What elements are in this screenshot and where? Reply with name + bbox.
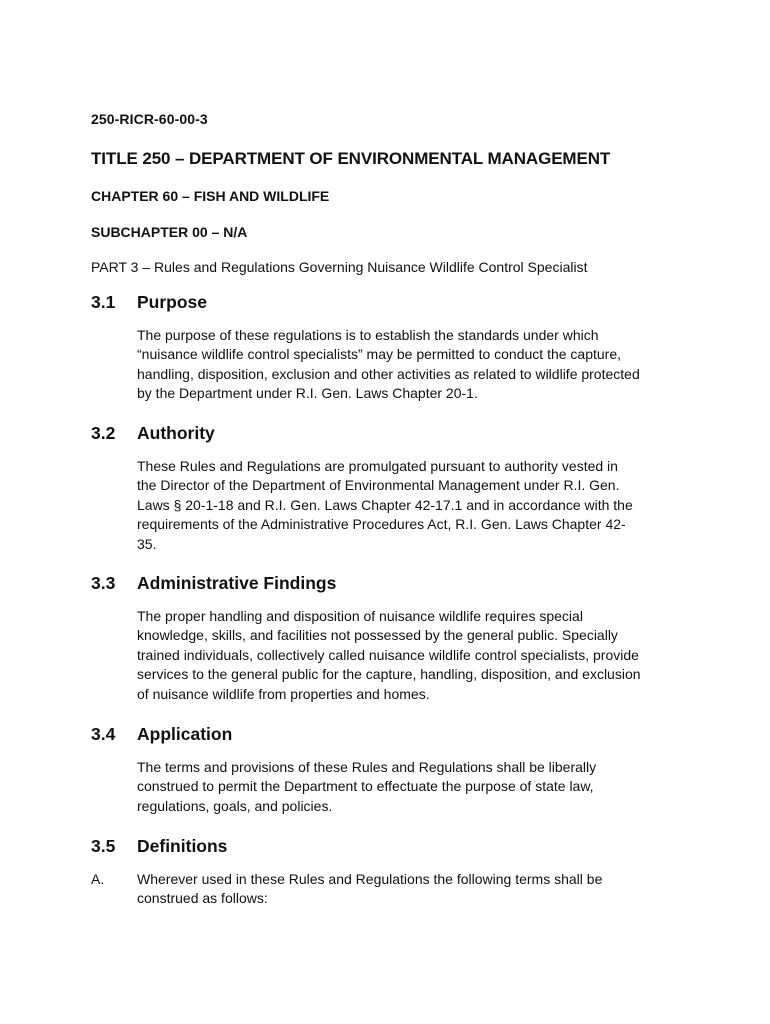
- paragraph-line: The purpose of these regulations is to establish the standards under which: [137, 327, 599, 343]
- section-number: 3.4: [91, 724, 116, 744]
- section-heading: [91, 836, 691, 857]
- section-title: Purpose: [137, 292, 208, 312]
- section-paragraph: [137, 758, 689, 816]
- paragraph-line: handling, disposition, exclusion and other activities as related to wildlife protected: [137, 365, 640, 382]
- paragraph-line: Wherever used in these Rules and Regulations the following terms shall be: [137, 871, 603, 887]
- paragraph-line: These Rules and Regulations are promulgated pursuant to authority vested in: [137, 458, 618, 474]
- paragraph-line: The proper handling and disposition of nuisance wildlife requires special: [137, 608, 583, 624]
- list-letter: A.: [91, 871, 105, 887]
- section-heading: [91, 292, 691, 313]
- paragraph-line: “nuisance wildlife control specialists” may be permitted to conduct the capture,: [137, 346, 622, 363]
- paragraph-line: requirements of the Administrative Procedures Act, R.I. Gen. Laws Chapter 42-: [137, 516, 626, 533]
- section-number: 3.2: [91, 423, 116, 443]
- section-authority: [91, 423, 691, 554]
- paragraph-line: Laws § 20-1-18 and R.I. Gen. Laws Chapter 42-17.1 and in accordance with the: [137, 496, 633, 513]
- section-heading: [91, 724, 691, 745]
- section-administrative-findings: [91, 573, 691, 704]
- paragraph-line: knowledge, skills, and facilities not possessed by the general public. Specially: [137, 627, 618, 644]
- paragraph-line: The terms and provisions of these Rules and Regulations shall be liberally: [137, 759, 597, 775]
- section-paragraph: [137, 457, 689, 554]
- section-definitions: [91, 836, 691, 909]
- section-title: Application: [137, 724, 233, 744]
- document-title: TITLE 250 – DEPARTMENT OF ENVIRONMENTAL MANAGEMENT: [91, 149, 611, 168]
- section-number: 3.5: [91, 836, 116, 856]
- paragraph-line: regulations, goals, and policies.: [137, 797, 333, 814]
- definition-list-item: [91, 870, 691, 909]
- section-heading: [91, 423, 691, 444]
- paragraph-line: 35.: [137, 535, 157, 552]
- subchapter-heading: SUBCHAPTER 00 – N/A: [91, 224, 248, 240]
- section-title: Authority: [137, 423, 215, 443]
- part-heading: PART 3 – Rules and Regulations Governing Nuisance Wildlife Control Specialist: [91, 259, 588, 275]
- chapter-heading: CHAPTER 60 – FISH AND WILDLIFE: [91, 188, 330, 204]
- paragraph-line: of nuisance wildlife from properties and homes.: [137, 685, 430, 702]
- section-number: 3.1: [91, 292, 116, 312]
- section-title: Administrative Findings: [137, 573, 337, 593]
- section-purpose: [91, 292, 691, 404]
- paragraph-line: trained individuals, collectively called nuisance wildlife control specialists, provide: [137, 646, 639, 663]
- list-text: [137, 870, 602, 909]
- paragraph-line: the Director of the Department of Environmental Management under R.I. Gen.: [137, 477, 620, 494]
- section-application: [91, 724, 691, 816]
- section-heading: [91, 573, 691, 594]
- section-title: Definitions: [137, 836, 228, 856]
- section-paragraph: [137, 607, 689, 704]
- document-id: 250-RICR-60-00-3: [91, 111, 208, 127]
- paragraph-line: by the Department under R.I. Gen. Laws Chapter 20-1.: [137, 385, 478, 402]
- paragraph-line: services to the general public for the capture, handling, disposition, and exclusion: [137, 666, 641, 683]
- section-paragraph: [137, 326, 689, 404]
- paragraph-line: construed as follows:: [137, 890, 268, 907]
- section-number: 3.3: [91, 573, 116, 593]
- paragraph-line: construed to permit the Department to effectuate the purpose of state law,: [137, 778, 594, 795]
